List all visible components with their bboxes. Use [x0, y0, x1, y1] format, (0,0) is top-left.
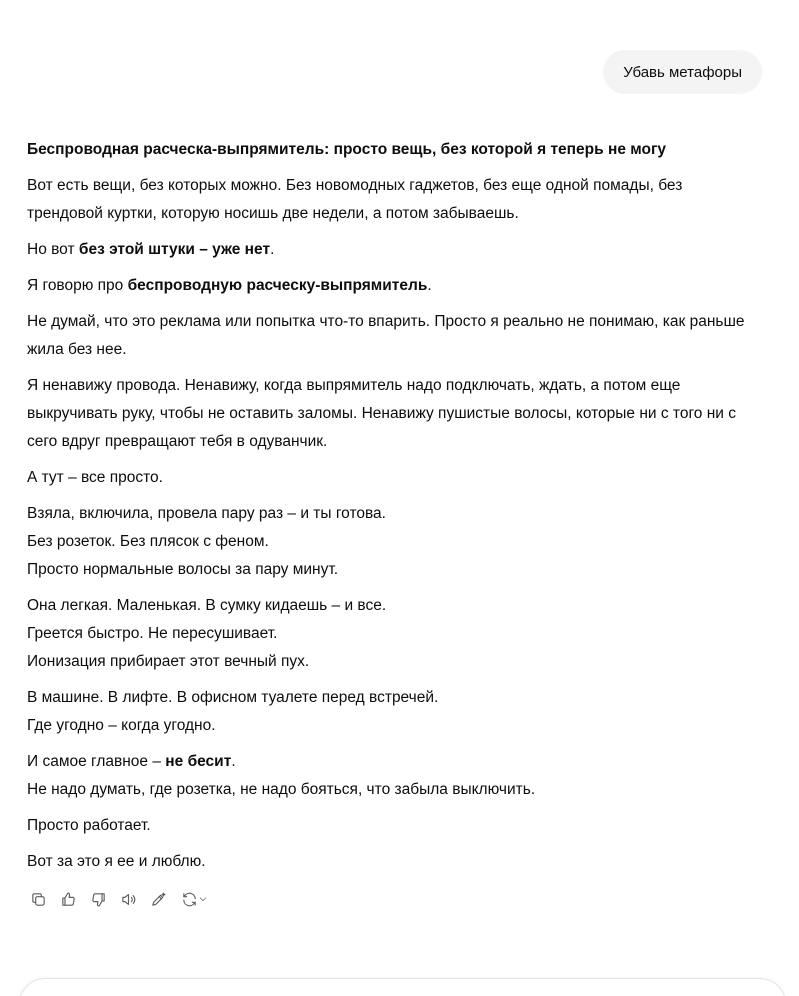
text-run: . — [270, 241, 275, 258]
message-composer[interactable] — [19, 978, 786, 996]
thumbs-up-icon — [60, 891, 77, 908]
text-run: И самое главное – — [27, 753, 166, 770]
answer-paragraph: Я ненавижу провода. Ненавижу, когда выпрямитель надо подключать, ждать, а потом еще выкручивать руку, чтобы не оставить заломы. Ненавижу пушистые волосы, которые ни с того ни с сего вдруг превращают тебя в одуванчик. — [27, 377, 736, 450]
regenerate-icon — [181, 891, 198, 908]
answer-paragraph — [27, 684, 762, 740]
read-aloud-button[interactable] — [117, 888, 139, 910]
text-run: Я говорю про — [27, 277, 128, 294]
text-line: Греется быстро. Не пересушивает. — [27, 625, 278, 642]
edit-button[interactable] — [147, 888, 169, 910]
text-line: Не надо думать, где розетка, не надо бояться, что забыла выключить. — [27, 781, 536, 798]
assistant-message — [27, 136, 762, 884]
user-message-bubble — [603, 50, 762, 94]
text-run: . — [231, 753, 236, 770]
good-response-button[interactable] — [57, 888, 79, 910]
answer-title: Беспроводная расческа-выпрямитель: просто вещь, без которой я теперь не могу — [27, 141, 667, 158]
thumbs-down-icon — [90, 891, 107, 908]
answer-paragraph: А тут – все просто. — [27, 469, 163, 486]
text-line: Просто нормальные волосы за пару минут. — [27, 561, 339, 578]
answer-paragraph: Вот за это я ее и люблю. — [27, 853, 206, 870]
answer-paragraph: Вот есть вещи, без которых можно. Без новомодных гаджетов, без еще одной помады, без трендовой куртки, которую носишь две недели, а потом забываешь. — [27, 177, 683, 222]
text-line: Без розеток. Без плясок с феном. — [27, 533, 269, 550]
text-line: В машине. В лифте. В офисном туалете перед встречей. — [27, 689, 439, 706]
bold-text: без этой штуки – уже нет — [78, 241, 271, 258]
user-message-text: Убавь метафоры — [623, 63, 742, 81]
answer-paragraph — [27, 500, 762, 584]
text-run: . — [427, 277, 432, 294]
regenerate-button[interactable] — [177, 888, 211, 910]
bad-response-button[interactable] — [87, 888, 109, 910]
bold-text: не бесит — [165, 753, 232, 770]
answer-paragraph — [27, 748, 762, 804]
text-line: Она легкая. Маленькая. В сумку кидаешь – и все. — [27, 597, 387, 614]
chevron-down-icon — [198, 894, 208, 904]
answer-paragraph: Не думай, что это реклама или попытка что-то впарить. Просто я реально не понимаю, как раньше жила без нее. — [27, 313, 745, 358]
copy-button[interactable] — [27, 888, 49, 910]
text-run: Но вот — [27, 241, 79, 258]
answer-paragraph: Просто работает. — [27, 817, 151, 834]
answer-paragraph — [27, 236, 762, 264]
edit-icon — [150, 891, 167, 908]
speaker-icon — [120, 891, 137, 908]
copy-icon — [30, 891, 47, 908]
answer-paragraph — [27, 592, 762, 676]
message-actions — [27, 888, 211, 910]
text-line: Где угодно – когда угодно. — [27, 717, 216, 734]
bold-text: беспроводную расческу-выпрямитель — [127, 277, 428, 294]
answer-paragraph — [27, 272, 762, 300]
text-line: Взяла, включила, провела пару раз – и ты готова. — [27, 505, 386, 522]
text-line: Ионизация прибирает этот вечный пух. — [27, 653, 310, 670]
